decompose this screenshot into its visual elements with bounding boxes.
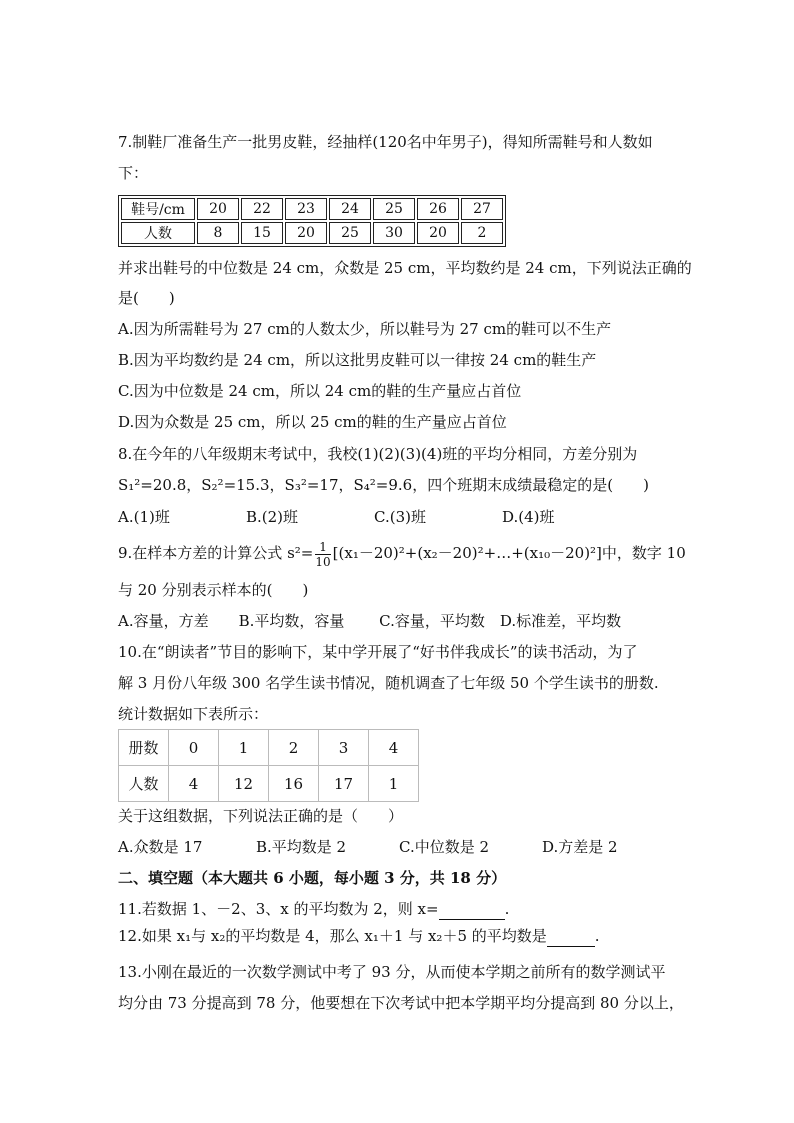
table-cell: 1 xyxy=(219,730,269,766)
fraction-denominator: 10 xyxy=(315,554,331,569)
q7-option-d: D.因为众数是 25 cm，所以 25 cm的鞋的生产量应占首位 xyxy=(118,413,507,431)
q12-line xyxy=(118,926,600,947)
q7-option-c: C.因为中位数是 24 cm，所以 24 cm的鞋的生产量应占首位 xyxy=(118,382,522,400)
table-cell: 15 xyxy=(241,222,283,244)
table-cell: 23 xyxy=(285,198,327,220)
q8-option-a: A.(1)班 xyxy=(118,508,170,526)
q11-text: 11.若数据 1、－2、3、x 的平均数为 2，则 x= xyxy=(118,900,439,918)
table-cell: 2 xyxy=(269,730,319,766)
q7-line2: 下： xyxy=(118,164,149,182)
q9-formula-suffix: [(x₁－20)²+(x₂－20)²+…+(x₁₀－20)²]中，数字 10 xyxy=(332,544,686,562)
q9-formula-prefix: 9.在样本方差的计算公式 s²= xyxy=(118,544,314,562)
fraction-numerator: 1 xyxy=(315,540,330,555)
table-cell: 26 xyxy=(417,198,459,220)
table-cell: 12 xyxy=(219,766,269,802)
q13-line2: 均分由 73 分提高到 78 分，他要想在下次考试中把本学期平均分提高到 80 分以上， xyxy=(118,994,684,1012)
table-cell: 27 xyxy=(461,198,503,220)
q12-end: . xyxy=(594,927,600,945)
fraction xyxy=(315,540,330,569)
q8-option-d: D.(4)班 xyxy=(502,508,555,526)
table-cell: 20 xyxy=(285,222,327,244)
q13-line1: 13.小刚在最近的一次数学测试中考了 93 分，从而使本学期之前所有的数学测试平 xyxy=(118,963,666,981)
q10-line3: 统计数据如下表所示： xyxy=(118,705,269,723)
q8-line1: 8.在今年的八年级期末考试中，我校(1)(2)(3)(4)班的平均分相同，方差分别为 xyxy=(118,445,638,463)
q7-option-a: A.因为所需鞋号为 27 cm的人数太少，所以鞋号为 27 cm的鞋可以不生产 xyxy=(118,320,612,338)
table-row xyxy=(121,222,503,244)
q10-option-b: B.平均数是 2 xyxy=(256,838,347,856)
table-cell: 3 xyxy=(319,730,369,766)
q8-line2: S₁²=20.8，S₂²=15.3，S₃²=17，S₄²=9.6，四个班期末成绩最稳定的是( ) xyxy=(118,476,649,494)
q7-option-b: B.因为平均数约是 24 cm，所以这批男皮鞋可以一律按 24 cm的鞋生产 xyxy=(118,351,597,369)
q8-option-b: B.(2)班 xyxy=(246,508,299,526)
shoe-size-table xyxy=(118,195,506,247)
table-row xyxy=(121,198,503,220)
q7-line3: 并求出鞋号的中位数是 24 cm，众数是 25 cm，平均数约是 24 cm，下列说法正确的 xyxy=(118,259,692,277)
table-cell: 8 xyxy=(197,222,239,244)
q12-text: 12.如果 x₁与 x₂的平均数是 4，那么 x₁＋1 与 x₂＋5 的平均数是 xyxy=(118,927,547,945)
answer-blank[interactable] xyxy=(439,899,505,920)
table-cell: 2 xyxy=(461,222,503,244)
answer-blank[interactable] xyxy=(547,926,595,947)
q9-line1 xyxy=(118,538,686,569)
q10-line1: 10.在“朗读者”节目的影响下，某中学开展了“好书伴我成长”的读书活动，为了 xyxy=(118,643,638,661)
section-heading: 二、填空题（本大题共 6 小题，每小题 3 分，共 18 分） xyxy=(118,869,507,887)
table-cell: 17 xyxy=(319,766,369,802)
table-cell: 4 xyxy=(169,766,219,802)
table-cell: 25 xyxy=(329,222,371,244)
table-cell: 鞋号/cm xyxy=(121,198,195,220)
table-cell: 20 xyxy=(197,198,239,220)
q8-option-c: C.(3)班 xyxy=(374,508,426,526)
q10-line2: 解 3 月份八年级 300 名学生读书情况，随机调查了七年级 50 个学生读书的册数. xyxy=(118,674,659,692)
table-cell: 24 xyxy=(329,198,371,220)
table-cell: 人数 xyxy=(119,766,169,802)
table-cell: 1 xyxy=(369,766,419,802)
q10-option-a: A.众数是 17 xyxy=(118,838,203,856)
q10-line4: 关于这组数据，下列说法正确的是（ ） xyxy=(118,807,404,825)
book-count-table xyxy=(118,729,419,802)
q9-options: A.容量，方差 B.平均数，容量 C.容量，平均数 D.标准差，平均数 xyxy=(118,612,622,630)
q10-option-c: C.中位数是 2 xyxy=(399,838,490,856)
table-cell: 30 xyxy=(373,222,415,244)
q11-end: . xyxy=(504,900,510,918)
table-cell: 4 xyxy=(369,730,419,766)
table-row xyxy=(119,730,419,766)
table-cell: 人数 xyxy=(121,222,195,244)
table-cell: 25 xyxy=(373,198,415,220)
table-cell: 册数 xyxy=(119,730,169,766)
q7-line1: 7.制鞋厂准备生产一批男皮鞋，经抽样(120名中年男子)，得知所需鞋号和人数如 xyxy=(118,133,653,151)
q11-line xyxy=(118,899,509,920)
table-cell: 22 xyxy=(241,198,283,220)
q9-line2: 与 20 分别表示样本的( ) xyxy=(118,581,309,599)
table-row xyxy=(119,766,419,802)
table-cell: 20 xyxy=(417,222,459,244)
table-cell: 0 xyxy=(169,730,219,766)
table-cell: 16 xyxy=(269,766,319,802)
q10-option-d: D.方差是 2 xyxy=(542,838,618,856)
q7-line4: 是( ) xyxy=(118,289,175,307)
